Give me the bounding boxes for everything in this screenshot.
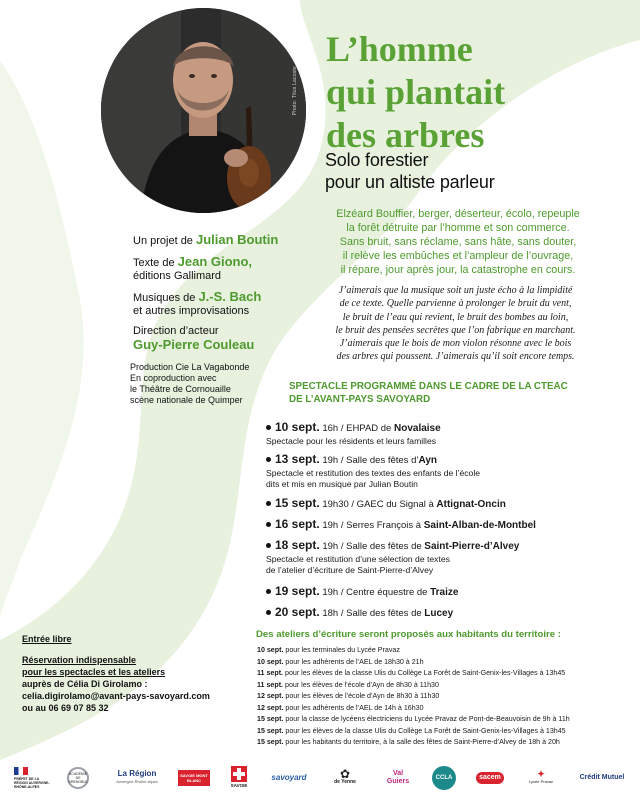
- credit-label: Direction d’acteur: [133, 325, 219, 337]
- event-item: [266, 605, 626, 621]
- event-date: 18 sept.: [275, 538, 320, 552]
- credit-music-suffix: et autres improvisations: [133, 305, 250, 317]
- logo-text: sacem: [476, 772, 504, 784]
- atelier-text: pour les élèves de la classe Ulis du Collège La Forêt de Saint-Genix-les-Villages à 13h45: [283, 726, 566, 735]
- atelier-row: [257, 726, 637, 738]
- event-place: Saint-Alban-de-Montbel: [423, 520, 536, 531]
- logo-prefet: [14, 760, 52, 796]
- quote-line: J’aimerais que la musique soit un juste écho à la limpidité: [338, 285, 573, 296]
- credit-project: [133, 233, 303, 248]
- synopsis-line: Elzéard Bouffier, berger, déserteur, écolo, repeuple: [336, 208, 580, 220]
- event-item: [266, 584, 626, 600]
- production-line: scène nationale de Quimper: [130, 395, 243, 405]
- quote-line: le bruit des pensées secrètes que l’on fabrique en marchant.: [335, 324, 576, 336]
- logo-text: Auvergne-Rhône-Alpes: [116, 779, 158, 784]
- credit-name: Jean Giono,: [177, 254, 253, 269]
- programme-heading-line: SPECTACLE PROGRAMMÉ DANS LE CADRE DE LA CTEAC: [289, 381, 568, 392]
- quote-line: J’aimerais que le bois de mon violon résonne avec le bois: [339, 338, 572, 350]
- event-date: 15 sept.: [275, 496, 320, 510]
- atelier-date: 15 sept.: [257, 726, 284, 735]
- logo-avant-pays-savoyard: [264, 760, 314, 796]
- credit-label: Texte de: [133, 257, 178, 269]
- atelier-row: [257, 668, 637, 680]
- atelier-text: pour les habitants du territoire, à la salle des fêtes de Saint-Pierre-d’Alvey de 18h à 20h: [283, 738, 560, 746]
- quote-line: des arbres qui poussent. J’aimerais qu’il soit encore temps.: [336, 351, 575, 363]
- event-place: Traize: [430, 587, 459, 598]
- bullet-icon: [266, 425, 271, 430]
- logo-savoie-mont-blanc: [174, 760, 214, 796]
- contact-phone[interactable]: ou au 06 69 07 85 32: [22, 703, 109, 713]
- atelier-date: 12 sept.: [257, 703, 284, 712]
- logo-academie: [58, 760, 98, 796]
- ateliers-heading: Des ateliers d’écriture seront proposés aux habitants du territoire :: [256, 629, 561, 640]
- logo-text: La Région: [117, 769, 157, 778]
- event-place: Saint-Pierre-d’Alvey: [424, 541, 520, 552]
- atelier-row: [257, 714, 637, 726]
- page-title: [326, 28, 636, 157]
- event-date: 20 sept.: [275, 605, 320, 619]
- credit-name: J.-S. Bach: [198, 289, 262, 304]
- programme-heading-line: DE L’AVANT-PAYS SAVOYARD: [289, 393, 431, 405]
- logo-text: Lycée Pravaz: [528, 779, 554, 784]
- logo-val-guiers: [378, 760, 418, 796]
- atelier-text: pour les élèves de la classe Ulis du Collège La Forêt de Saint-Genix-les-Villages à 13h45: [283, 669, 566, 677]
- event-place: Lucey: [424, 608, 454, 619]
- atelier-date: 15 sept.: [257, 738, 284, 746]
- production-block: [130, 362, 305, 406]
- atelier-date: 15 sept.: [257, 715, 284, 723]
- production-line: le Théâtre de Cornouaille: [130, 384, 231, 394]
- event-desc: Spectacle pour les résidents et leurs familles: [266, 436, 437, 446]
- atelier-row: [257, 703, 637, 715]
- tree-icon: ✿: [339, 767, 351, 781]
- synopsis-line: il relève les embûches et l’ampleur de l’ouvrage,: [342, 250, 574, 262]
- subtitle-line: Solo forestier: [325, 150, 429, 170]
- event-item: [266, 538, 626, 575]
- atelier-row: [257, 691, 637, 703]
- event-detail: 19h / Salle des fêtes de: [322, 541, 425, 552]
- bullet-icon: [266, 610, 271, 615]
- event-place: Ayn: [418, 455, 437, 466]
- event-date: 10 sept.: [275, 420, 320, 434]
- credit-label: Un projet de: [133, 235, 196, 247]
- photo-credit: Photo: Titus Lacoste: [292, 66, 298, 116]
- bullet-icon: [266, 501, 271, 506]
- credit-text: [133, 255, 303, 283]
- event-detail: 19h / Salle des fêtes d’: [322, 455, 419, 466]
- atelier-row: [257, 657, 637, 669]
- title-line: des arbres: [326, 115, 485, 155]
- savoie-cross-icon: [231, 766, 247, 782]
- production-line: Production Cie La Vagabonde: [130, 362, 250, 372]
- quote-line: le bruit de l’eau qui revient, le bruit des bombes au loin,: [342, 311, 569, 323]
- flag-icon: [14, 767, 28, 775]
- event-item: [266, 517, 626, 533]
- atelier-text: pour les terminales du Lycée Pravaz: [283, 646, 400, 654]
- event-place: Attignat-Oncin: [436, 499, 506, 510]
- atelier-row: [257, 737, 637, 749]
- logo-text: savoyard: [271, 773, 307, 782]
- logo-sacem: [470, 760, 510, 796]
- title-line: L’homme: [326, 29, 473, 69]
- programme-heading: [289, 381, 609, 406]
- event-desc: dits et mis en musique par Julian Boutin: [266, 478, 418, 489]
- booking-info: [22, 633, 252, 714]
- academie-icon: [67, 767, 89, 789]
- synopsis: [318, 207, 598, 277]
- logo-text: ACADÉMIE DE GRENOBLE: [68, 772, 88, 784]
- logo-text: Crédit Mutuel: [579, 774, 625, 781]
- partner-logos: [14, 760, 634, 796]
- reservation-line: pour les spectacles et les ateliers: [22, 667, 166, 677]
- atelier-date: 11 sept.: [257, 680, 284, 689]
- free-entry: Entrée libre: [22, 634, 72, 644]
- atelier-text: pour les élèves de l’école d’Ayn de 8h30 à 11h30: [283, 692, 440, 700]
- event-detail: 16h / EHPAD de: [322, 423, 394, 434]
- event-detail: 18h / Salle des fêtes de: [322, 608, 425, 619]
- event-detail: 19h / Serres François à: [322, 520, 424, 531]
- atelier-date: 12 sept.: [257, 692, 284, 700]
- synopsis-line: Sans bruit, sans réclame, sans hâte, sans douter,: [339, 236, 577, 248]
- logo-savoie: [222, 760, 256, 796]
- credit-direction: [133, 325, 303, 353]
- event-detail: 19h / Centre équestre de: [322, 587, 431, 598]
- credits-block: [133, 233, 303, 360]
- bullet-icon: [266, 543, 271, 548]
- atelier-text: pour les élèves de l’école d’Ayn de 8h30 à 11h30: [283, 680, 439, 689]
- event-date: 16 sept.: [275, 517, 320, 531]
- event-desc: Spectacle et restitution des textes des enfants de l’école: [266, 468, 481, 478]
- synopsis-line: la forêt détruite par l’homme et son commerce.: [346, 222, 570, 234]
- atelier-date: 10 sept.: [257, 657, 284, 666]
- credit-publisher: éditions Gallimard: [133, 270, 222, 282]
- event-item: [266, 420, 626, 447]
- quote-line: de ce texte. Quelle parvienne à prolonger le bruit du vent,: [339, 298, 572, 310]
- logo-yenne: [320, 760, 370, 796]
- logo-text: de Yenne: [334, 779, 356, 785]
- logo-text: SAVOIE MONT BLANC: [178, 770, 210, 786]
- portrait-photo: [101, 8, 306, 213]
- event-desc: de l’atelier d’écriture de Saint-Pierre-d’Alvey: [266, 564, 434, 575]
- logo-text: PRÉFET DE LA RÉGION AUVERGNE-RHÔNE-ALPES: [14, 777, 50, 789]
- atelier-row: [257, 680, 637, 692]
- atelier-date: 10 sept.: [257, 646, 284, 654]
- credit-name: Julian Boutin: [195, 232, 279, 247]
- atelier-text: pour la classe de lycéens électriciens du Lycée Pravaz de Pont-de-Beauvoisin de 9h à 11h: [283, 715, 570, 723]
- pravaz-mark-icon: ✦: [537, 769, 545, 779]
- reservation-line: Réservation indispensable: [22, 655, 137, 665]
- title-line: qui plantait: [326, 72, 506, 112]
- event-place: Novalaise: [393, 423, 441, 434]
- contact-email[interactable]: celia.digirolamo@avant-pays-savoyard.com: [22, 691, 210, 701]
- atelier-text: pour les adhérents de l’AEL de 14h à 16h30: [283, 703, 424, 712]
- logo-ccla: [426, 760, 462, 796]
- atelier-text: pour les adhérents de l’AEL de 18h30 à 21h: [283, 657, 424, 666]
- credit-label: Musiques de: [133, 292, 199, 304]
- atelier-date: 11 sept.: [257, 669, 284, 677]
- synopsis-line: il répare, jour après jour, la catastrophe en cours.: [340, 264, 576, 276]
- event-item: [266, 496, 626, 512]
- contact-line: auprès de Célia Di Girolamo :: [22, 679, 148, 689]
- event-desc: Spectacle et restitution d’une sélection de textes: [266, 554, 450, 564]
- logo-text: SAVOIE: [230, 783, 248, 788]
- event-date: 13 sept.: [275, 452, 320, 466]
- subtitle: [325, 149, 495, 193]
- logo-pravaz: [518, 760, 564, 796]
- ateliers-list: [257, 645, 637, 749]
- artist-quote: [308, 284, 603, 364]
- logo-text: Val Guiers: [386, 770, 410, 785]
- event-date: 19 sept.: [275, 584, 320, 598]
- subtitle-line: pour un altiste parleur: [325, 172, 495, 192]
- logo-text: CCLA: [432, 766, 456, 790]
- production-line: En coproduction avec: [130, 373, 217, 383]
- credit-name: Guy-Pierre Couleau: [133, 337, 255, 352]
- event-item: [266, 452, 626, 489]
- atelier-row: [257, 645, 637, 657]
- event-detail: 19h30 / GAEC du Signal à: [322, 499, 437, 510]
- logo-credit-mutuel: [572, 760, 632, 796]
- bullet-icon: [266, 457, 271, 462]
- bullet-icon: [266, 522, 271, 527]
- logo-region: [106, 760, 168, 796]
- credit-music: [133, 290, 303, 318]
- bullet-icon: [266, 589, 271, 594]
